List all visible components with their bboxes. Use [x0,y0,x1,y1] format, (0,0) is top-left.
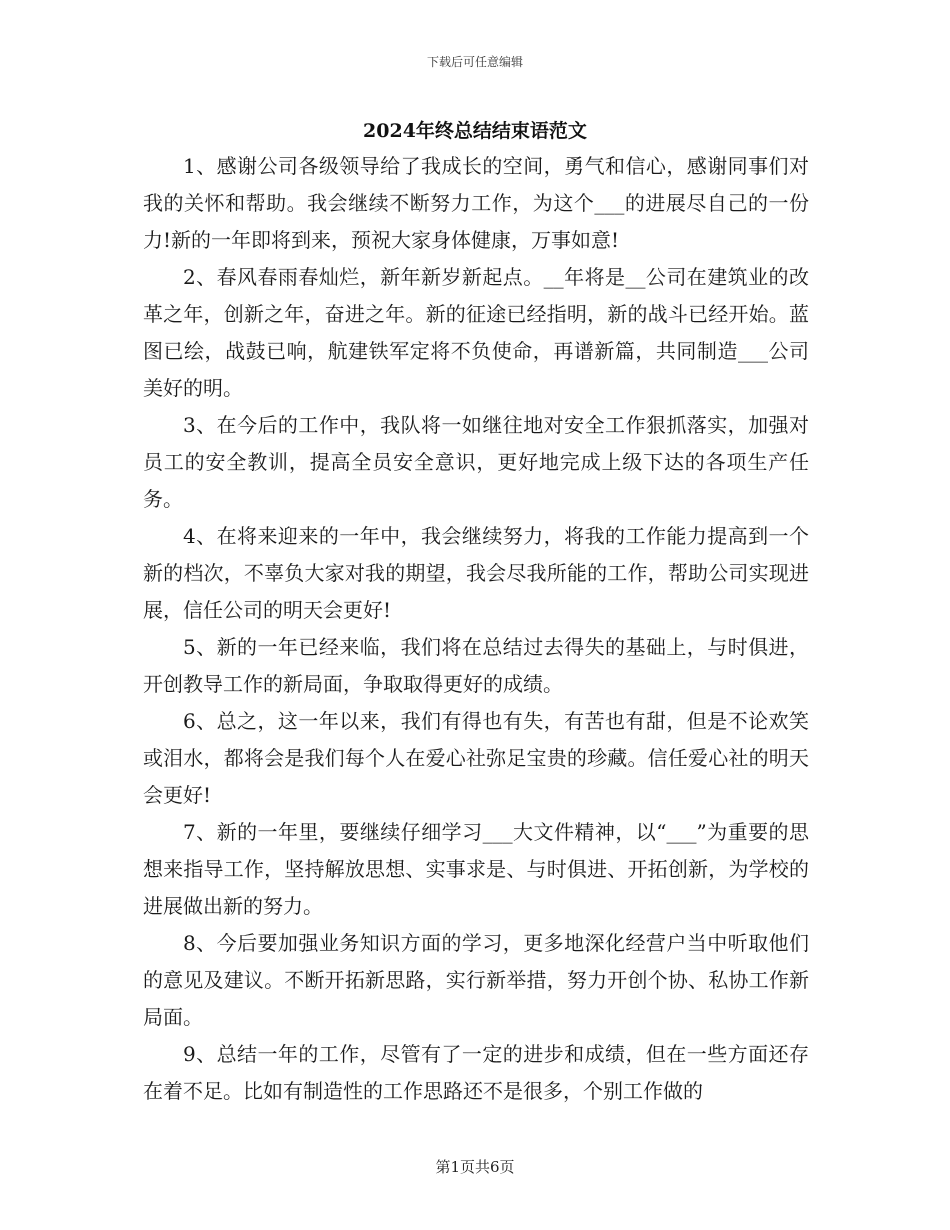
paragraph: 2、春风春雨春灿烂，新年新岁新起点。__年将是__公司在建筑业的改革之年，创新之年，奋进之年。新的征途已经指明，新的战斗已经开始。蓝图已绘，战鼓已响，航建铁军定将不负使命，再谱新篇，共同制造___公司美好的明。 [143,265,809,400]
paragraph: 6、总之，这一年以来，我们有得也有失，有苦也有甜，但是不论欢笑或泪水，都将会是我们每个人在爱心社弥足宝贵的珍藏。信任爱心社的明天会更好! [143,709,809,807]
paragraph: 1、感谢公司各级领导给了我成长的空间，勇气和信心，感谢同事们对我的关怀和帮助。我会继续不断努力工作，为这个___的进展尽自己的一份力!新的一年即将到来，预祝大家身体健康，万事如意! [143,154,809,252]
paragraph: 3、在今后的工作中，我队将一如继往地对安全工作狠抓落实，加强对员工的安全教训，提高全员安全意识，更好地完成上级下达的各项生产任务。 [143,413,809,511]
paragraph: 7、新的一年里，要继续仔细学习___大文件精神，以“___”为重要的思想来指导工作，坚持解放思想、实事求是、与时俱进、开拓创新，为学校的进展做出新的努力。 [143,820,809,918]
page-footer: 第1页共6页 [435,1158,515,1176]
document-title: 2024年终总结结束语范文 [363,120,587,142]
document-body [143,148,809,1110]
header-note: 下载后可任意编辑 [426,55,523,69]
paragraph: 4、在将来迎来的一年中，我会继续努力，将我的工作能力提高到一个新的档次，不辜负大家对我的期望，我会尽我所能的工作，帮助公司实现进展，信任公司的明天会更好! [143,524,809,622]
paragraph: 5、新的一年已经来临，我们将在总结过去得失的基础上，与时俱进，开创教导工作的新局面，争取取得更好的成绩。 [143,635,809,696]
paragraph: 9、总结一年的工作，尽管有了一定的进步和成绩，但在一些方面还存在着不足。比如有制造性的工作思路还不是很多，个别工作做的 [143,1042,809,1103]
paragraph: 8、今后要加强业务知识方面的学习，更多地深化经营户当中听取他们的意见及建议。不断开拓新思路，实行新举措，努力开创个协、私协工作新局面。 [143,931,809,1029]
